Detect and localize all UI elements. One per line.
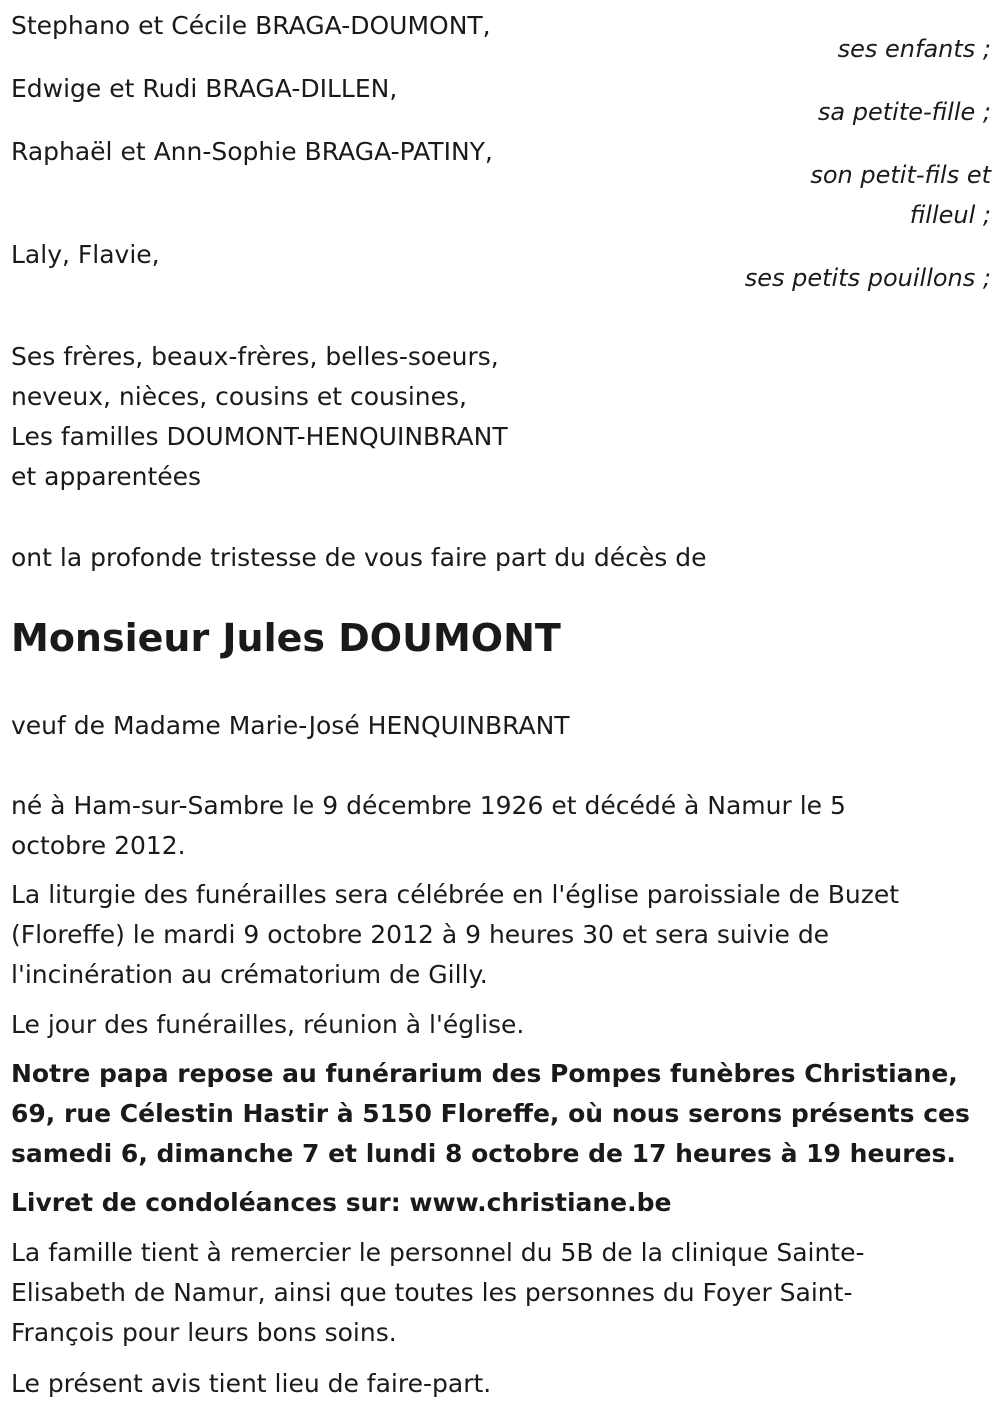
- family-role: ses petits pouillons ;: [744, 264, 991, 292]
- liturgy-text: La liturgie des funérailles sera célébrée en l'église paroissiale de Buzet (Floreffe) le mardi 9 octobre 2012 à 9 heures 30 et sera suivie de l'incinération au crématorium de Gilly.: [11, 880, 900, 989]
- obituary-page: [11, 0, 991, 1418]
- relatives-line: et apparentées: [11, 462, 202, 491]
- family-names: Raphaël et Ann-Sophie BRAGA-PATINY,: [11, 137, 493, 166]
- family-names: Laly, Flavie,: [11, 240, 160, 269]
- announcement-text: ont la profonde tristesse de vous faire part du décès de: [11, 543, 707, 572]
- meeting-text: Le jour des funérailles, réunion à l'église.: [11, 1010, 525, 1039]
- funeral-home-text: Notre papa repose au funérarium des Pompes funèbres Christiane, 69, rue Célestin Hastir à 5150 Floreffe, où nous serons présents ces samedi 6, dimanche 7 et lundi 8 octobre de 17 heures à 19 heures.: [11, 1059, 970, 1168]
- notice-text: Le présent avis tient lieu de faire-part.: [11, 1369, 492, 1398]
- relatives-line: neveux, nièces, cousins et cousines,: [11, 382, 468, 411]
- relatives-line: Les familles DOUMONT-HENQUINBRANT: [11, 422, 508, 451]
- family-role: son petit-fils et filleul ;: [810, 161, 991, 229]
- thanks-text: La famille tient à remercier le personnel du 5B de la clinique Sainte-Elisabeth de Namur, ainsi que toutes les personnes du Foyer Saint-François pour leurs bons soins.: [11, 1238, 865, 1347]
- family-role: ses enfants ;: [837, 35, 991, 63]
- birth-death-text: né à Ham-sur-Sambre le 9 décembre 1926 et décédé à Namur le 5 octobre 2012.: [11, 791, 846, 860]
- widower-line: veuf de Madame Marie-José HENQUINBRANT: [11, 711, 570, 740]
- relatives-line: Ses frères, beaux-frères, belles-soeurs,: [11, 342, 499, 371]
- family-names: Stephano et Cécile BRAGA-DOUMONT,: [11, 11, 491, 40]
- condolences-text: Livret de condoléances sur: www.christiane.be: [11, 1188, 672, 1217]
- relatives-list: [11, 337, 986, 497]
- family-role: sa petite-fille ;: [817, 98, 991, 126]
- deceased-name: Monsieur Jules DOUMONT: [11, 616, 561, 660]
- family-names: Edwige et Rudi BRAGA-DILLEN,: [11, 74, 398, 103]
